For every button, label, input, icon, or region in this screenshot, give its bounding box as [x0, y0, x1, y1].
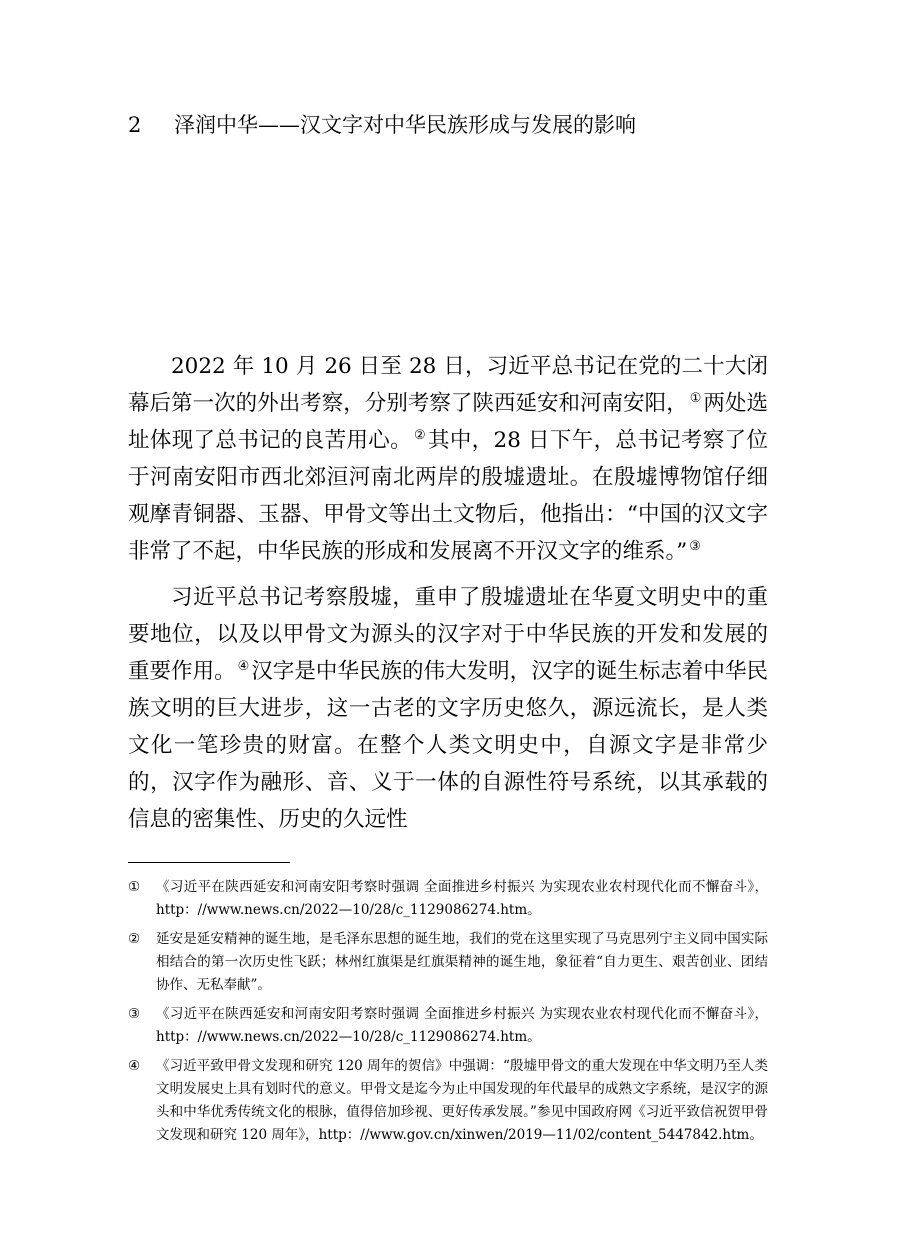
- text-span: 习近平总书记考察殷墟，重申了殷墟遗址在华夏文明史中的重要地位，以及以甲骨文为源头的汉字对于中华民族的开发和发展的重要作用。: [128, 585, 768, 684]
- footnote-mark: ①: [128, 879, 141, 895]
- paragraph-1: [128, 348, 768, 570]
- footnote-mark: ④: [128, 1058, 141, 1074]
- page-number: 2: [128, 113, 142, 137]
- paragraph-2: [128, 579, 768, 838]
- text-span: 两处选址体现了总书记的良苦用心。: [128, 391, 768, 453]
- footnote-1: [128, 876, 768, 922]
- footnote-text: 延安是延安精神的诞生地，是毛泽东思想的诞生地，我们的党在这里实现了马克思列宁主义同中国实际相结合的第一次历史性飞跃；林州红旗渠是红旗渠精神的诞生地，象征着“自力更生、艰苦创业、团结协作、无私奉献”。: [156, 931, 768, 993]
- footnote-2: [128, 928, 768, 997]
- footnote-mark: ②: [128, 931, 141, 947]
- book-title: 泽润中华——汉文字对中华民族形成与发展的影响: [174, 113, 636, 137]
- footnote-divider: [128, 862, 290, 863]
- text-span: 其中，28 日下午，总书记考察了位于河南安阳市西北郊洹河南北两岸的殷墟遗址。在殷墟博物馆仔细观摩青铜器、玉器、甲骨文等出土文物后，他指出：“中国的汉文字非常了不起，中华民族的形成和发展离不开汉文字的维系。”: [128, 428, 768, 564]
- footnote-4: [128, 1055, 768, 1147]
- footnote-mark: ③: [128, 1006, 141, 1022]
- footnote-text: 《习近平致甲骨文发现和研究 120 周年的贺信》中强调：“殷墟甲骨文的重大发现在中华文明乃至人类文明发展史上具有划时代的意义。甲骨文是迄今为止中国发现的年代最早的成熟文字系统，是汉字的源头和中华优秀传统文化的根脉，值得倍加珍视、更好传承发展。”参见中国政府网《习近平致信祝贺甲骨文发现和研究 120 周年》，http：//www.gov.cn/xinwen/2019—11/02/content_5447842.htm。: [156, 1058, 768, 1143]
- footnote-ref-1[interactable]: ①: [689, 391, 702, 406]
- footnote-text: 《习近平在陕西延安和河南安阳考察时强调 全面推进乡村振兴 为实现农业农村现代化而不懈奋斗》，http：//www.news.cn/2022—10/28/c_1129086274.htm。: [156, 1006, 768, 1045]
- running-header: [128, 110, 788, 140]
- footnote-ref-3[interactable]: ③: [689, 539, 701, 554]
- main-text: [128, 348, 768, 847]
- text-span: 汉字是中华民族的伟大发明，汉字的诞生标志着中华民族文明的巨大进步，这一古老的文字历史悠久，源远流长，是人类文化一笔珍贵的财富。在整个人类文明史中，自源文字是非常少的，汉字作为融形、音、义于一体的自源性符号系统，以其承载的信息的密集性、历史的久远性: [128, 659, 768, 832]
- footnotes: [128, 876, 768, 1153]
- footnote-text: 《习近平在陕西延安和河南安阳考察时强调 全面推进乡村振兴 为实现农业农村现代化而不懈奋斗》，http：//www.news.cn/2022—10/28/c_1129086274.htm。: [156, 879, 768, 918]
- footnote-ref-2[interactable]: ②: [413, 428, 426, 443]
- footnote-ref-4[interactable]: ④: [237, 659, 250, 674]
- text-span: 2022 年 10 月 26 日至 28 日，习近平总书记在党的二十大闭幕后第一次的外出考察，分别考察了陕西延安和河南安阳，: [128, 354, 768, 416]
- footnote-3: [128, 1003, 768, 1049]
